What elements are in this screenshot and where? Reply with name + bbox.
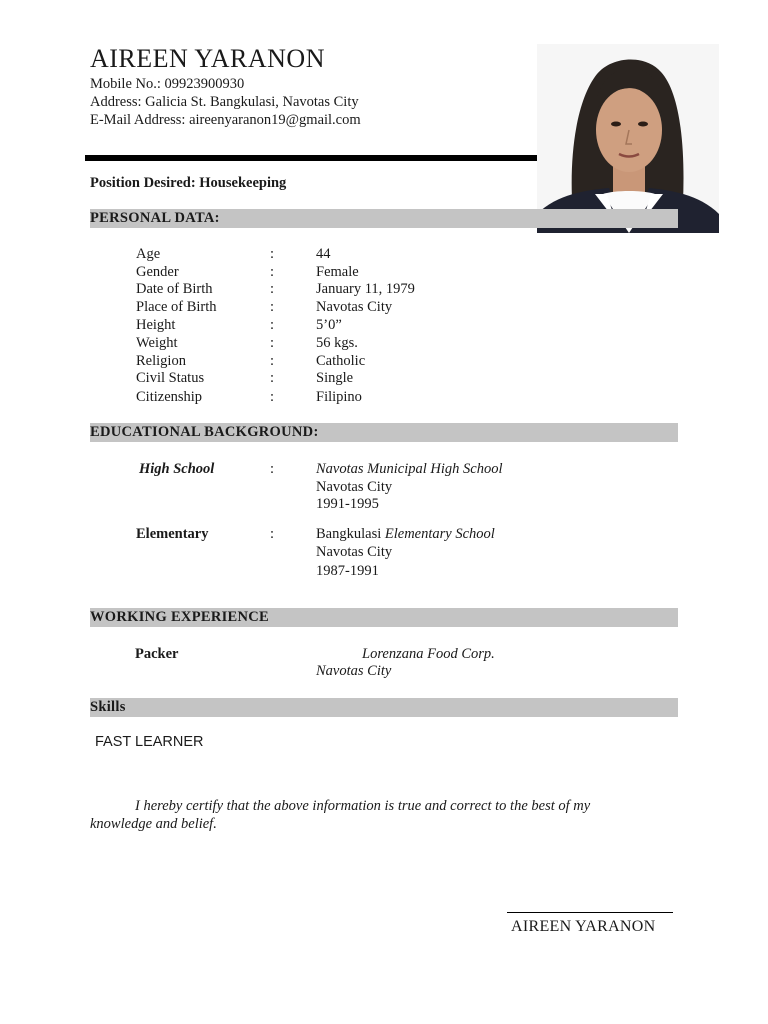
separator: : xyxy=(270,353,275,369)
header-rule xyxy=(85,155,537,161)
company-city: Navotas City xyxy=(316,663,392,679)
certification-statement xyxy=(90,797,650,833)
value-citizenship: Filipino xyxy=(316,389,362,405)
separator: : xyxy=(270,246,275,262)
section-header-personal xyxy=(90,209,678,228)
section-header-education xyxy=(90,423,678,442)
elementary-school-name-part1: Bangkulasi xyxy=(316,526,382,542)
email-address: E-Mail Address: aireenyaranon19@gmail.com xyxy=(90,112,361,128)
value-place-of-birth: Navotas City xyxy=(316,299,393,315)
value-height: 5’0” xyxy=(316,317,342,333)
high-school-city: Navotas City xyxy=(316,479,393,495)
separator: : xyxy=(270,335,275,351)
home-address: Address: Galicia St. Bangkulasi, Navotas City xyxy=(90,94,359,110)
label-civil-status: Civil Status xyxy=(136,370,205,386)
separator: : xyxy=(270,317,275,333)
label-high-school: High School xyxy=(139,461,215,477)
section-title: WORKING EXPERIENCE xyxy=(90,609,270,625)
section-title: Skills xyxy=(90,699,126,715)
separator: : xyxy=(270,299,275,315)
separator: : xyxy=(270,281,275,297)
label-weight: Weight xyxy=(136,335,178,351)
separator: : xyxy=(270,264,275,280)
separator: : xyxy=(270,526,275,542)
label-religion: Religion xyxy=(136,353,186,369)
section-header-work xyxy=(90,608,678,627)
value-age: 44 xyxy=(316,246,331,262)
elementary-years: 1987-1991 xyxy=(316,563,379,579)
value-date-of-birth: January 11, 1979 xyxy=(316,281,415,297)
high-school-years: 1991-1995 xyxy=(316,496,379,512)
label-place-of-birth: Place of Birth xyxy=(136,299,217,315)
separator: : xyxy=(270,389,275,405)
high-school-name: Navotas Municipal High School xyxy=(316,461,503,477)
applicant-name: AIREEN YARANON xyxy=(90,44,325,73)
profile-photo xyxy=(537,44,719,233)
section-title: PERSONAL DATA: xyxy=(90,210,220,226)
label-date-of-birth: Date of Birth xyxy=(136,281,213,297)
value-civil-status: Single xyxy=(316,370,354,386)
label-age: Age xyxy=(136,246,161,262)
label-height: Height xyxy=(136,317,176,333)
label-gender: Gender xyxy=(136,264,179,280)
job-title: Packer xyxy=(135,646,179,662)
elementary-city: Navotas City xyxy=(316,544,393,560)
mobile-number: Mobile No.: 09923900930 xyxy=(90,76,245,92)
value-weight: 56 kgs. xyxy=(316,335,358,351)
elementary-school-name-part2: Elementary School xyxy=(384,526,495,542)
separator: : xyxy=(270,370,275,386)
position-desired: Position Desired: Housekeeping xyxy=(90,175,287,191)
label-elementary: Elementary xyxy=(136,526,209,542)
skill-item: FAST LEARNER xyxy=(95,734,204,750)
company-name: Lorenzana Food Corp. xyxy=(362,646,495,662)
value-gender: Female xyxy=(316,264,359,280)
signature-name: AIREEN YARANON xyxy=(511,918,656,935)
separator: : xyxy=(270,461,275,477)
elementary-school-name xyxy=(316,526,495,543)
section-header-skills xyxy=(90,698,678,717)
value-religion: Catholic xyxy=(316,353,366,369)
signature-line xyxy=(507,912,673,913)
section-title: EDUCATIONAL BACKGROUND: xyxy=(90,424,319,440)
certification-text: I hereby certify that the above information is true and correct to the best of my knowledge and belief. xyxy=(90,798,591,832)
label-citizenship: Citizenship xyxy=(136,389,203,405)
